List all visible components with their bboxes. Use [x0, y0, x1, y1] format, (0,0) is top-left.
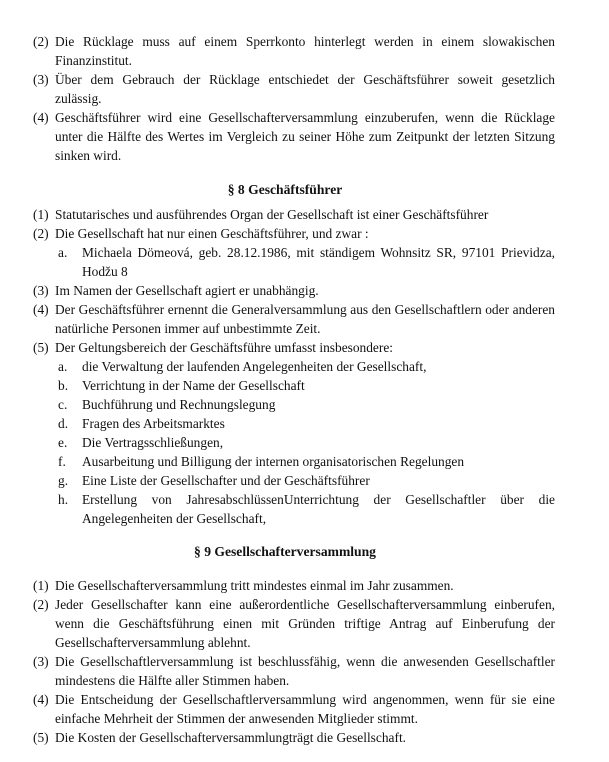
- sub-item-text: Erstellung von JahresabschlüssenUnterrichtung der Gesellschaftler über die Angelegenheiten der Gesellschaft,: [82, 492, 555, 526]
- item-number: (4): [33, 302, 49, 317]
- sub-list-item: [58, 433, 555, 452]
- sub-item-letter: f.: [58, 454, 66, 469]
- sub-item-text: Michaela Dömeová, geb. 28.12.1986, mit ständigem Wohnsitz SR, 97101 Prievidza, Hodžu 8: [82, 245, 555, 279]
- sub-item-letter: g.: [58, 473, 69, 488]
- item-number: (3): [33, 283, 49, 298]
- section-9-list: [33, 576, 555, 747]
- item-text: Die Rücklage muss auf einem Sperrkonto hinterlegt werden in einem slowakischen Finanzinstitut.: [55, 34, 555, 68]
- sub-item-letter: a.: [58, 245, 68, 260]
- sub-item-letter: a.: [58, 359, 68, 374]
- sub-list-item: [58, 395, 555, 414]
- item-text: Der Geltungsbereich der Geschäftsführe umfasst insbesondere:: [55, 340, 393, 355]
- item-text: Die Gesellschaft hat nur einen Geschäftsführer, und zwar :: [55, 226, 369, 241]
- sub-list-item: [58, 471, 555, 490]
- sub-list-item: [58, 243, 555, 281]
- sub-item-text: Buchführung und Rechnungslegung: [82, 397, 276, 412]
- item-text: Der Geschäftsführer ernennt die Generalversammlung aus den Gesellschaftlern oder anderen natürliche Personen immer auf unbestimmte Zeit.: [55, 302, 555, 336]
- sub-item-letter: b.: [58, 378, 69, 393]
- list-item: [33, 576, 555, 595]
- item-text: Statutarisches und ausführendes Organ der Gesellschaft ist einer Geschäftsführer: [55, 207, 489, 222]
- sub-item-letter: d.: [58, 416, 69, 431]
- list-item: [33, 108, 555, 165]
- sub-item-letter: h.: [58, 492, 69, 507]
- item-number: (4): [33, 110, 49, 125]
- list-item: [33, 652, 555, 690]
- reserve-clauses: [33, 32, 555, 165]
- item-text: Die Entscheidung der Gesellschaftlerversammlung wird angenommen, wenn für sie eine einfache Mehrheit der Stimmen der anwesenden Mitglieder stimmt.: [55, 692, 555, 726]
- list-item: [33, 338, 555, 357]
- sub-item-text: Fragen des Arbeitsmarktes: [82, 416, 225, 431]
- sub-item-text: Eine Liste der Gesellschafter und der Geschäftsführer: [82, 473, 370, 488]
- item-number: (2): [33, 34, 49, 49]
- list-item: [33, 690, 555, 728]
- item-number: (1): [33, 207, 49, 222]
- list-item: [33, 32, 555, 70]
- sub-item-text: Die Vertragsschließungen,: [82, 435, 224, 450]
- sub-list-item: [58, 376, 555, 395]
- sub-list-item: [58, 414, 555, 433]
- item-number: (2): [33, 226, 49, 241]
- section-9-heading: § 9 Gesellschafterversammlung: [194, 544, 376, 559]
- item-text: Die Kosten der Gesellschafterversammlungträgt die Gesellschaft.: [55, 730, 407, 745]
- sub-item-text: die Verwaltung der laufenden Angelegenheiten der Gesellschaft,: [82, 359, 427, 374]
- item-number: (3): [33, 72, 49, 87]
- list-item: [33, 300, 555, 338]
- sub-item-text: Ausarbeitung und Billigung der internen organisatorischen Regelungen: [82, 454, 465, 469]
- item-text: Geschäftsführer wird eine Gesellschafterversammlung einzuberufen, wenn die Rücklage unter die Hälfte des Wertes im Vergleich zu seiner Höhe zum Zeitpunkt der letzten Sitzung sinken wird.: [55, 110, 555, 163]
- item-number: (3): [33, 654, 49, 669]
- list-item: [33, 70, 555, 108]
- section-8-list: [33, 205, 555, 528]
- item-text: Die Gesellschaftlerversammlung ist beschlussfähig, wenn die anwesenden Gesellschaftler mindestens die Hälfte aller Stimmen haben.: [55, 654, 555, 688]
- item-number: (5): [33, 340, 49, 355]
- item-number: (5): [33, 730, 49, 745]
- item-text: Die Gesellschafterversammlung tritt mindestes einmal im Jahr zusammen.: [55, 578, 454, 593]
- list-item: [33, 281, 555, 300]
- sub-item-letter: c.: [58, 397, 68, 412]
- section-8-heading: § 8 Geschäftsführer: [227, 182, 343, 197]
- list-item: [33, 205, 555, 224]
- list-item: [33, 728, 555, 747]
- sub-list-item: [58, 490, 555, 528]
- item-number: (1): [33, 578, 49, 593]
- item-text: Über dem Gebrauch der Rücklage entschiedet der Geschäftsführer soweit gesetzlich zulässig.: [55, 72, 555, 106]
- item-text: Jeder Gesellschafter kann eine außerordentliche Gesellschafterversammlung einberufen, wenn die Geschäftsführung einen mit Gründen triftige Antrag auf Einberufung der Gesellschafterversammlung ablehnt.: [55, 597, 555, 650]
- sub-item-letter: e.: [58, 435, 68, 450]
- list-item: [33, 224, 555, 243]
- sub-item-text: Verrichtung in der Name der Gesellschaft: [82, 378, 305, 393]
- sub-list-item: [58, 357, 555, 376]
- item-number: (4): [33, 692, 49, 707]
- item-text: Im Namen der Gesellschaft agiert er unabhängig.: [55, 283, 319, 298]
- sub-list-item: [58, 452, 555, 471]
- list-item: [33, 595, 555, 652]
- item-number: (2): [33, 597, 49, 612]
